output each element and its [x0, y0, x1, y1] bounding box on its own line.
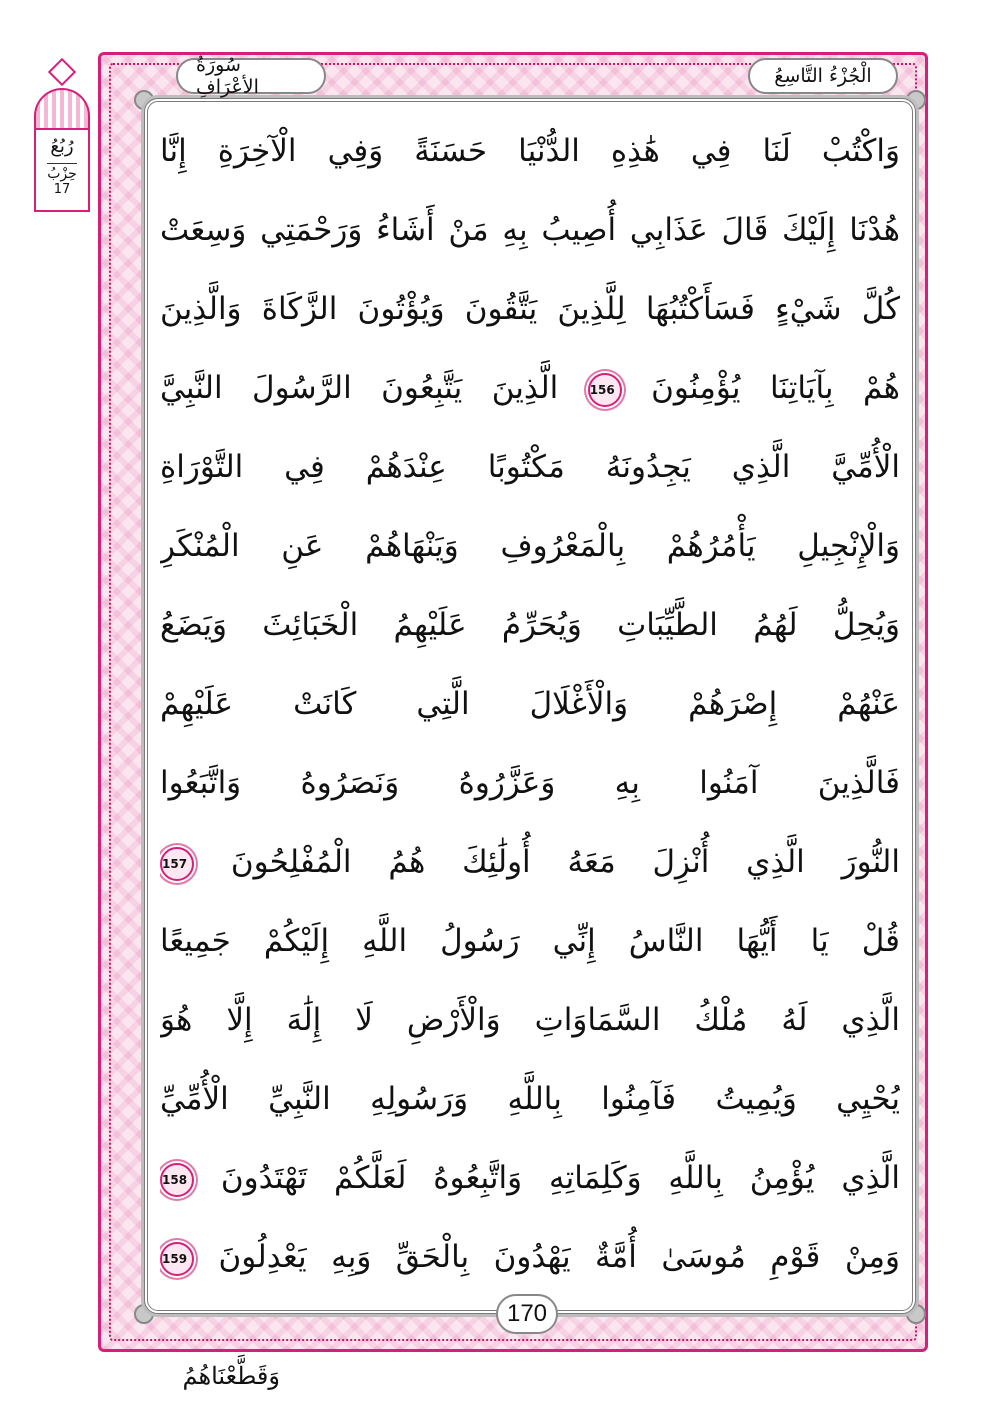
text-segment: وَيُحِلُّ لَهُمُ الطَّيِّبَاتِ وَيُحَرِّمُ عَلَيْهِمُ الْخَبَائِثَ وَيَضَعُ [160, 607, 900, 643]
catchword: وَقَطَّعْنَاهُمُ [182, 1362, 280, 1390]
text-segment: هُمْ بِآيَاتِنَا يُؤْمِنُونَ [651, 370, 900, 406]
hizb-marker [30, 62, 94, 212]
text-segment: الَّذِي لَهُ مُلْكُ السَّمَاوَاتِ وَالْأَرْضِ لَا إِلَٰهَ إِلَّا هُوَ [160, 1002, 900, 1038]
text-line [160, 981, 900, 1060]
text-line [160, 902, 900, 981]
text-segment: يُحْيِي وَيُمِيتُ فَآمِنُوا بِاللَّهِ وَرَسُولِهِ النَّبِيِّ الْأُمِّيِّ [160, 1081, 900, 1117]
ayah-number-marker: 156 [588, 373, 622, 407]
hizb-box [34, 128, 90, 212]
text-segment: فَالَّذِينَ آمَنُوا بِهِ وَعَزَّرُوهُ وَنَصَرُوهُ وَاتَّبَعُوا [160, 765, 900, 801]
quran-text [160, 112, 900, 1302]
text-segment: هُدْنَا إِلَيْكَ قَالَ عَذَابِي أُصِيبُ بِهِ مَنْ أَشَاءُ وَرَحْمَتِي وَسِعَتْ [160, 212, 900, 248]
text-segment: عَنْهُمْ إِصْرَهُمْ وَالْأَغْلَالَ الَّتِي كَانَتْ عَلَيْهِمْ [160, 686, 900, 722]
text-line [160, 270, 900, 349]
hizb-label: حِزْبُ [47, 163, 77, 182]
text-segment: وَمِنْ قَوْمِ مُوسَىٰ أُمَّةٌ يَهْدُونَ بِالْحَقِّ وَبِهِ يَعْدِلُونَ [218, 1239, 900, 1275]
diamond-ornament-icon [48, 58, 76, 86]
hizb-number: 17 [53, 182, 71, 197]
text-line [160, 349, 900, 428]
text-line [160, 823, 900, 902]
juz-label: الْجُزْءُ التَّاسِعُ [748, 58, 898, 94]
text-segment: الْأُمِّيَّ الَّذِي يَجِدُونَهُ مَكْتُوبًا عِنْدَهُمْ فِي التَّوْرَاةِ [160, 449, 900, 485]
text-line [160, 1218, 900, 1297]
text-segment: قُلْ يَا أَيُّهَا النَّاسُ إِنِّي رَسُولُ اللَّهِ إِلَيْكُمْ جَمِيعًا [160, 923, 900, 959]
text-line [160, 586, 900, 665]
text-line [160, 1139, 900, 1218]
text-segment: كُلَّ شَيْءٍ فَسَأَكْتُبُهَا لِلَّذِينَ يَتَّقُونَ وَيُؤْتُونَ الزَّكَاةَ وَالَّذِينَ [160, 291, 900, 327]
text-line [160, 428, 900, 507]
text-segment: وَالْإِنْجِيلِ يَأْمُرُهُمْ بِالْمَعْرُوفِ وَيَنْهَاهُمْ عَنِ الْمُنْكَرِ [160, 528, 900, 564]
text-line [160, 191, 900, 270]
text-line [160, 1060, 900, 1139]
text-line [160, 112, 900, 191]
page-number: 170 [496, 1294, 558, 1334]
ayah-number-marker: 157 [160, 847, 194, 881]
text-line [160, 507, 900, 586]
text-segment: النُّورَ الَّذِي أُنْزِلَ مَعَهُ أُولَٰئِكَ هُمُ الْمُفْلِحُونَ [230, 844, 900, 880]
text-segment: الَّذِينَ يَتَّبِعُونَ الرَّسُولَ النَّبِيَّ [160, 370, 559, 406]
ayah-number-marker: 159 [160, 1242, 194, 1276]
ayah-number-marker: 158 [160, 1163, 194, 1197]
text-segment: وَاكْتُبْ لَنَا فِي هَٰذِهِ الدُّنْيَا حَسَنَةً وَفِي الْآخِرَةِ إِنَّا [160, 133, 900, 169]
dome-ornament-icon [34, 88, 90, 128]
text-segment: الَّذِي يُؤْمِنُ بِاللَّهِ وَكَلِمَاتِهِ وَاتَّبِعُوهُ لَعَلَّكُمْ تَهْتَدُونَ [220, 1160, 900, 1196]
surah-label: سُورَةُ الأعْرَافِ [176, 58, 326, 94]
rub-label: رُبُعُ [50, 136, 74, 157]
text-line [160, 665, 900, 744]
text-line [160, 744, 900, 823]
